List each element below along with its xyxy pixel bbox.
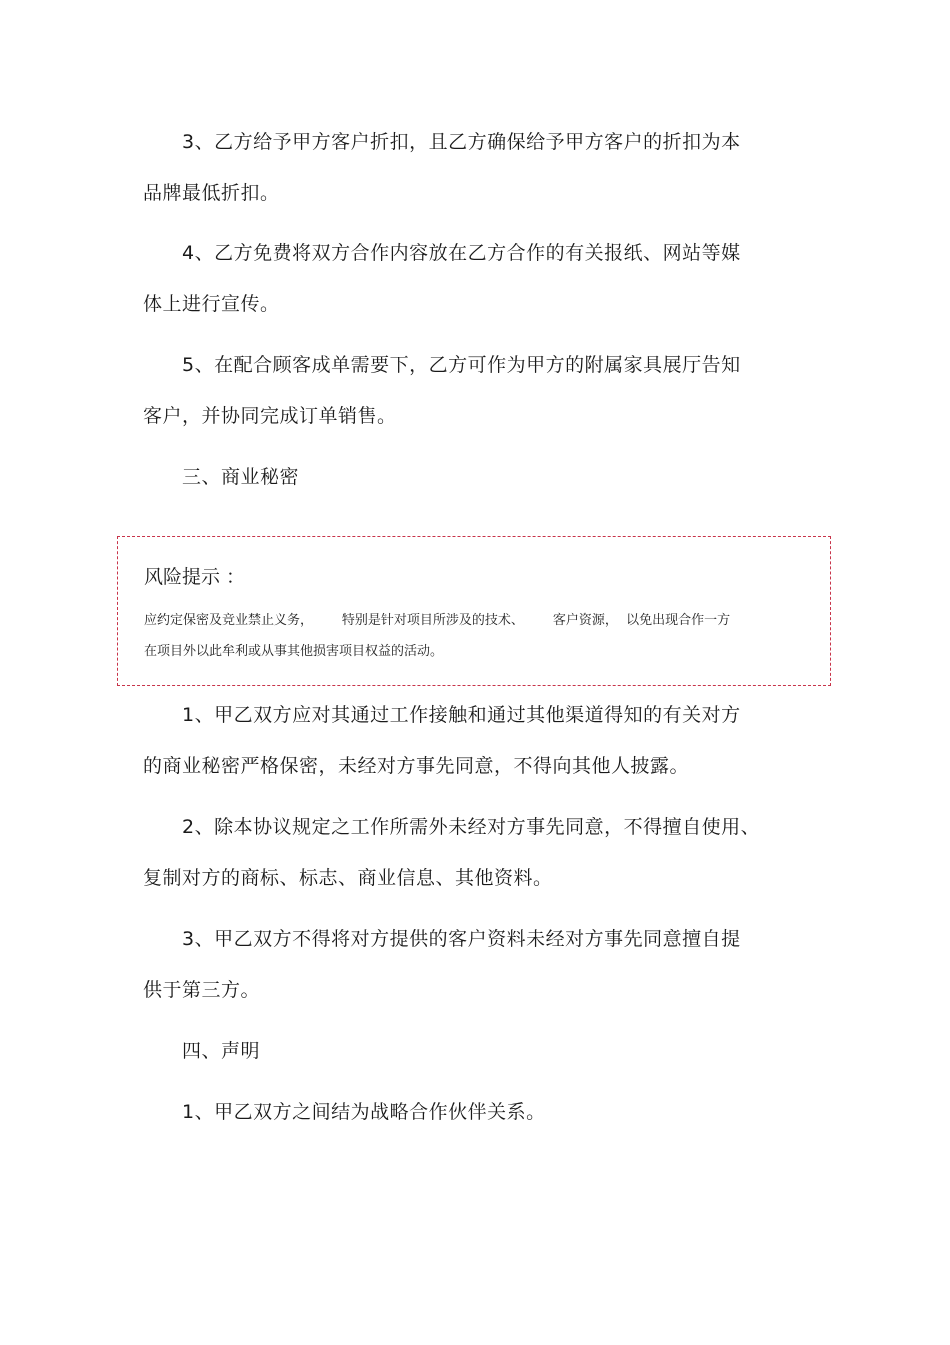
clause-5-line-1: 5、在配合顾客成单需要下，乙方可作为甲方的附属家具展厅告知 [182,354,741,376]
secret-clause-2-line-2: 复制对方的商标、标志、商业信息、其他资料。 [143,867,553,889]
section-heading-declaration: 四、声明 [182,1040,261,1062]
risk-notice-title: 风险提示 ： [144,566,246,588]
secret-clause-1-line-1: 1、甲乙双方应对其通过工作接触和通过其他渠道得知的有关对方 [182,704,741,726]
clause-3-line-2: 品牌最低折扣。 [143,182,280,204]
risk-notice-box [117,536,831,686]
clause-5-line-2: 客户，并协同完成订单销售。 [143,405,397,427]
clause-3-line-1: 3、乙方给予甲方客户折扣，且乙方确保给予甲方客户的折扣为本 [182,131,741,153]
risk-notice-line-2: 在项目外以此牟利或从事其他损害项目权益的活动。 [144,644,444,659]
declaration-clause-1: 1、甲乙双方之间结为战略合作伙伴关系。 [182,1101,546,1123]
secret-clause-2-line-1: 2、除本协议规定之工作所需外未经对方事先同意，不得擅自使用、 [182,816,761,838]
secret-clause-3-line-2: 供于第三方。 [143,979,261,1001]
secret-clause-3-line-1: 3、甲乙双方不得将对方提供的客户资料未经对方事先同意擅自提 [182,928,741,950]
clause-4-line-1: 4、乙方免费将双方合作内容放在乙方合作的有关报纸、网站等媒 [182,242,741,264]
secret-clause-1-line-2: 的商业秘密严格保密，未经对方事先同意，不得向其他人披露。 [143,755,690,777]
risk-notice-line-1: 应约定保密及竞业禁止义务， 特别是针对项目所涉及的技术、 客户资源， 以免出现合作一方 [144,613,731,628]
clause-4-line-2: 体上进行宣传。 [143,293,280,315]
section-heading-trade-secrets: 三、商业秘密 [182,466,300,488]
